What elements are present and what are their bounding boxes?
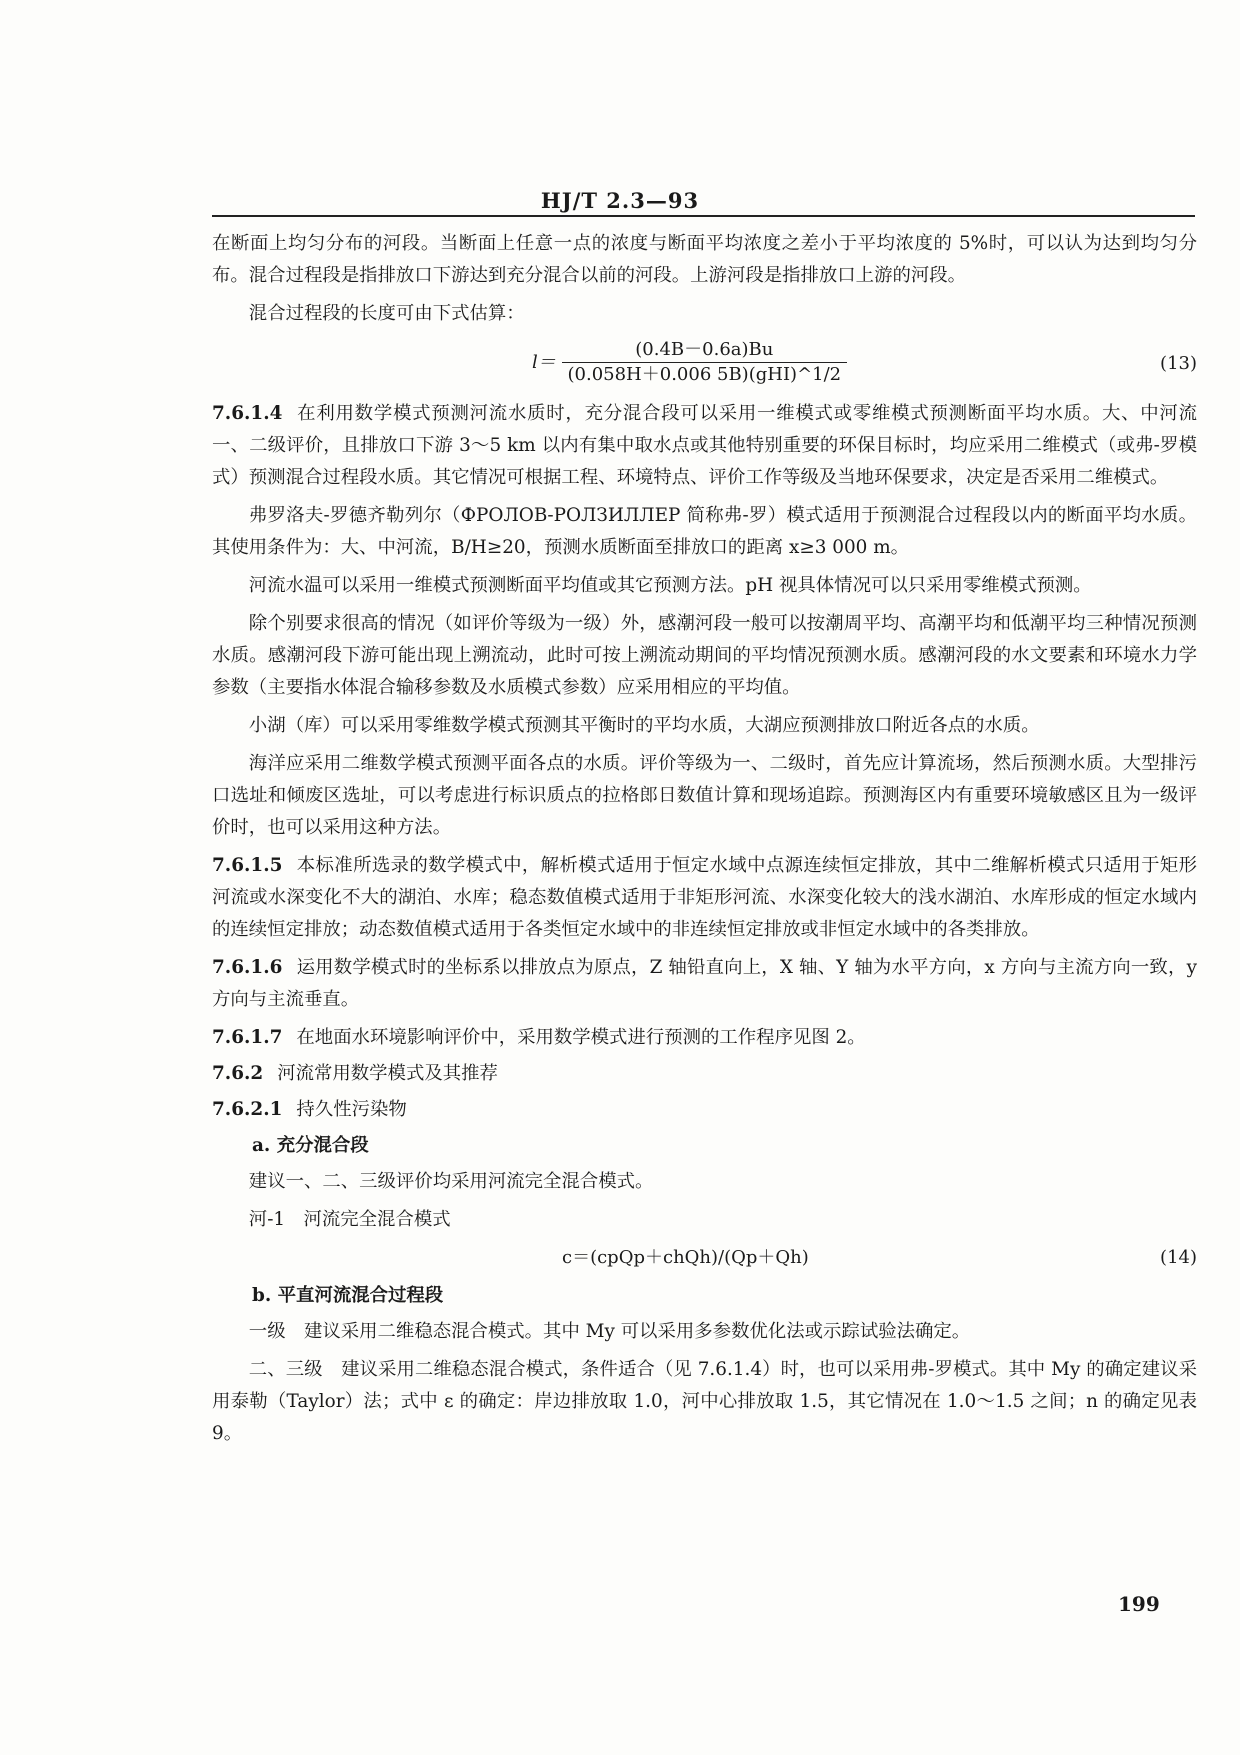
paragraph-lake: 小湖（库）可以采用零维数学模式预测其平衡时的平均水质，大湖应预测排放口附近各点的水质。 — [248, 715, 1040, 736]
section-7-6-1-7 — [212, 1022, 1197, 1054]
header-rule — [212, 215, 1195, 217]
paragraph-tidal: 除个别要求很高的情况（如评价等级为一级）外，感潮河段一般可以按潮周平均、高潮平均和低潮平均三种情况预测水质。感潮河段下游可能出现上溯流动，此时可按上溯流动期间的平均情况预测水质。感潮河段的水文要素和环境水力学参数（主要指水体混合输移参数及水质模式参数）应采用相应的平均值。 — [212, 613, 1197, 698]
section-7-6-2-1 — [212, 1094, 1197, 1126]
section-text: 河流常用数学模式及其推荐 — [277, 1063, 498, 1084]
paragraph-fro-model: 弗罗洛夫-罗德齐勒列尔（ФРОЛОВ-РОЛЗИЛЛЕР 简称弗-罗）模式适用于预测混合过程段以内的断面平均水质。其使用条件为：大、中河流，B/H≥20，预测水质断面至排放口的距离 x≥3 000 m。 — [212, 505, 1197, 558]
model-he-1: 河-1 河流完全混合模式 — [248, 1209, 451, 1230]
eq13-lhs: l＝ — [532, 351, 556, 373]
section-number: 7.6.1.6 — [212, 957, 283, 978]
item-b-label: b. 平直河流混合过程段 — [252, 1285, 444, 1306]
section-text: 在地面水环境影响评价中，采用数学模式进行预测的工作程序见图 2。 — [296, 1027, 866, 1048]
eq13-number: (13) — [1160, 353, 1197, 374]
item-a-text: 建议一、二、三级评价均采用河流完全混合模式。 — [248, 1171, 654, 1192]
body-text — [212, 228, 1197, 1456]
section-7-6-1-5 — [212, 850, 1197, 946]
item-b-level23: 二、三级 建议采用二维稳态混合模式，条件适合（见 7.6.1.4）时，也可以采用弗-罗模式。其中 My 的确定建议采用泰勒（Taylor）法；式中 ε 的确定：岸边排放取 1.0，河中心排放取 1.5，其它情况在 1.0～1.5 之间；n 的确定见表 9。 — [212, 1359, 1197, 1444]
page-number: 199 — [1118, 1592, 1160, 1616]
section-7-6-2 — [212, 1058, 1197, 1090]
equation-13 — [212, 336, 1197, 392]
section-text: 在利用数学模式预测河流水质时，充分混合段可以采用一维模式或零维模式预测断面平均水质。大、中河流一、二级评价，且排放口下游 3～5 km 以内有集中取水点或其他特别重要的环保目标时，均应采用二维模式（或弗-罗模式）预测混合过程段水质。其它情况可根据工程、环境特点、评价工作等级及当地环保要求，决定是否采用二维模式。 — [212, 403, 1197, 488]
paragraph-length-intro: 混合过程段的长度可由下式估算： — [248, 303, 525, 324]
equation-14 — [212, 1242, 1197, 1276]
paragraph-ocean: 海洋应采用二维数学模式预测平面各点的水质。评价等级为一、二级时，首先应计算流场，然后预测水质。大型排污口选址和倾废区选址，可以考虑进行标识质点的拉格郎日数值计算和现场追踪。预测海区内有重要环境敏感区且为一级评价时，也可以采用这种方法。 — [212, 753, 1197, 838]
section-number: 7.6.1.7 — [212, 1027, 283, 1048]
section-7-6-1-4 — [212, 398, 1197, 494]
eq13-denominator: (0.058H＋0.006 5B)(gHI)^1/2 — [567, 364, 842, 385]
section-number: 7.6.1.5 — [212, 855, 283, 876]
paragraph-continued: 在断面上均匀分布的河段。当断面上任意一点的浓度与断面平均浓度之差小于平均浓度的 5%时，可以认为达到均匀分布。混合过程段是指排放口下游达到充分混合以前的河段。上游河段是指排放口上游的河段。 — [212, 233, 1197, 286]
section-7-6-1-6 — [212, 952, 1197, 1016]
eq13-numerator: (0.4B－0.6a)Bu — [562, 338, 848, 363]
section-text: 本标准所选录的数学模式中，解析模式适用于恒定水域中点源连续恒定排放，其中二维解析模式只适用于矩形河流或水深变化不大的湖泊、水库；稳态数值模式适用于非矩形河流、水深变化较大的浅水湖泊、水库形成的恒定水域内的连续恒定排放；动态数值模式适用于各类恒定水域中的非连续恒定排放或非恒定水域中的各类排放。 — [212, 855, 1197, 940]
standard-code-header: HJ/T 2.3—93 — [540, 188, 700, 213]
section-number: 7.6.2.1 — [212, 1099, 283, 1120]
eq14-number: (14) — [1160, 1247, 1197, 1268]
section-text: 持久性污染物 — [296, 1099, 407, 1120]
eq14-formula: c＝(cpQp＋chQh)/(Qp＋Qh) — [562, 1247, 809, 1268]
item-b-level1: 一级 建议采用二维稳态混合模式。其中 My 可以采用多参数优化法或示踪试验法确定。 — [248, 1321, 971, 1342]
section-text: 运用数学模式时的坐标系以排放点为原点，Z 轴铅直向上，X 轴、Y 轴为水平方向，x 方向与主流方向一致，y 方向与主流垂直。 — [212, 957, 1197, 1010]
item-a-label: a. 充分混合段 — [252, 1135, 369, 1156]
section-number: 7.6.1.4 — [212, 403, 283, 424]
section-number: 7.6.2 — [212, 1063, 264, 1084]
paragraph-water-temp: 河流水温可以采用一维模式预测断面平均值或其它预测方法。pH 视具体情况可以只采用零维模式预测。 — [248, 575, 1092, 596]
